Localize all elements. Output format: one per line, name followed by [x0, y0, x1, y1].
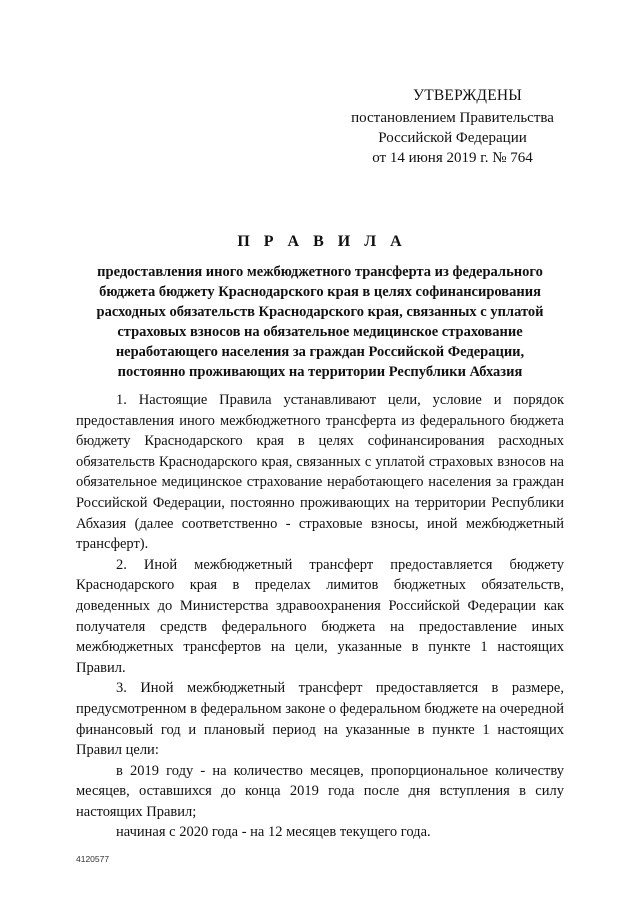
subtitle-line: страховых взносов на обязательное медицинское страхование — [117, 324, 523, 340]
approval-block — [330, 86, 575, 168]
subtitle-line: неработающего населения за граждан Российской Федерации, — [115, 344, 525, 360]
subtitle-line: бюджета бюджету Краснодарского края в целях софинансирования — [99, 284, 541, 300]
approval-title: УТВЕРЖДЕНЫ — [413, 87, 522, 104]
paragraph-1: 1. Настоящие Правила устанавливают цели, условие и порядок предоставления иного межбюджетного трансферта из федерального бюджета бюджету Краснодарского края в целях софинансирования расходных обязательств Краснодарского края, связанных с уплатой страховых взносов на обязательное медицинское страхование неработающего населения за граждан Российской Федерации, постоянно проживающих на территории Республики Абхазия (далее соответственно - страховые взносы, иной межбюджетный трансферт). — [76, 392, 564, 553]
paragraph-3-item-2020: начиная с 2020 года - на 12 месяцев текущего года. — [116, 824, 431, 841]
document-subtitle — [60, 262, 580, 382]
document-body — [76, 390, 564, 843]
subtitle-line: расходных обязательств Краснодарского края, связанных с уплатой — [96, 304, 544, 320]
paragraph-3: 3. Иной межбюджетный трансферт предоставляется в размере, предусмотренном в федеральном законе о федеральном бюджете на очередной финансовый год и плановый период на указанные в пункте 1 настоящих Правил цели: — [76, 680, 564, 759]
subtitle-line: постоянно проживающих на территории Республики Абхазия — [117, 364, 523, 380]
paragraph-3-item-2019: в 2019 году - на количество месяцев, пропорциональное количеству месяцев, оставшихся до конца 2019 года после дня вступления в силу настоящих Правил; — [76, 762, 564, 820]
footer-document-code: 4120577 — [76, 854, 110, 864]
approval-line-2: Российской Федерации — [378, 130, 527, 146]
approval-line-1: постановлением Правительства — [351, 110, 554, 126]
approval-line-3: от 14 июня 2019 г. № 764 — [372, 150, 533, 166]
document-title: П Р А В И Л А — [237, 233, 407, 250]
paragraph-2: 2. Иной межбюджетный трансферт предоставляется бюджету Краснодарского края в пределах лимитов бюджетных обязательств, доведенных до Министерства здравоохранения Российской Федерации как получателя средств федерального бюджета на предоставление иных межбюджетных трансфертов на цели, указанные в пункте 1 настоящих Правил. — [76, 556, 564, 676]
subtitle-line: предоставления иного межбюджетного трансферта из федерального — [97, 264, 543, 280]
